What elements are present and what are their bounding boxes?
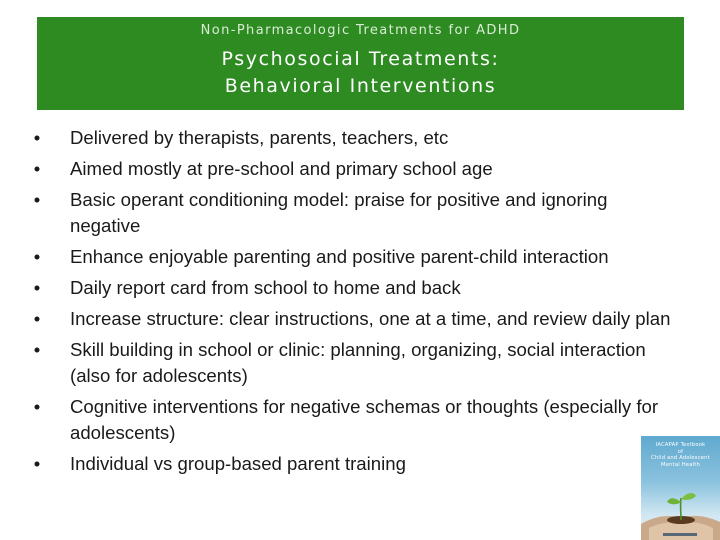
bullet-dot: • <box>33 246 41 267</box>
bullet-item <box>30 125 680 151</box>
bullet-item <box>30 337 680 389</box>
bullet-item <box>30 306 680 332</box>
bullet-text: Skill building in school or clinic: planning, organizing, social interaction (also for adolescents) <box>70 339 646 386</box>
slide-title-line-2: Behavioral Interventions <box>224 75 497 97</box>
bullet-dot: • <box>33 277 41 298</box>
bullet-list <box>30 125 680 482</box>
bullet-text: Enhance enjoyable parenting and positive parent-child interaction <box>70 246 609 267</box>
book-title-line-4: Mental Health <box>661 461 700 468</box>
slide-title-line-1: Psychosocial Treatments: <box>221 48 500 70</box>
bullet-item <box>30 187 680 239</box>
title-banner <box>37 17 684 110</box>
bullet-dot: • <box>33 127 41 148</box>
bullet-dot: • <box>33 158 41 179</box>
bullet-text: Aimed mostly at pre-school and primary school age <box>70 158 493 179</box>
book-title-line-3: Child and Adolescent <box>651 455 710 462</box>
bullet-item <box>30 451 680 477</box>
book-title-line-2: of <box>677 448 684 455</box>
bullet-dot: • <box>33 339 41 360</box>
bullet-item <box>30 275 680 301</box>
bullet-dot: • <box>33 396 41 417</box>
book-cover-image <box>641 436 720 540</box>
slide-supertitle: Non-Pharmacologic Treatments for ADHD <box>200 23 521 38</box>
book-cover-title <box>643 442 718 468</box>
bullet-text: Daily report card from school to home and back <box>70 277 461 298</box>
bullet-item <box>30 394 680 446</box>
bullet-text: Basic operant conditioning model: praise for positive and ignoring negative <box>70 189 608 236</box>
bullet-dot: • <box>33 453 41 474</box>
bullet-dot: • <box>33 189 41 210</box>
bullet-text: Increase structure: clear instructions, one at a time, and review daily plan <box>70 308 671 329</box>
bullet-text: Cognitive interventions for negative schemas or thoughts (especially for adolescents) <box>70 396 659 443</box>
book-title-line-1: IACAPAP Textbook <box>655 442 706 448</box>
bullet-dot: • <box>33 308 41 329</box>
bullet-text: Delivered by therapists, parents, teachers, etc <box>70 127 449 148</box>
bullet-item <box>30 156 680 182</box>
bullet-text: Individual vs group-based parent training <box>70 453 406 474</box>
bullet-item <box>30 244 680 270</box>
